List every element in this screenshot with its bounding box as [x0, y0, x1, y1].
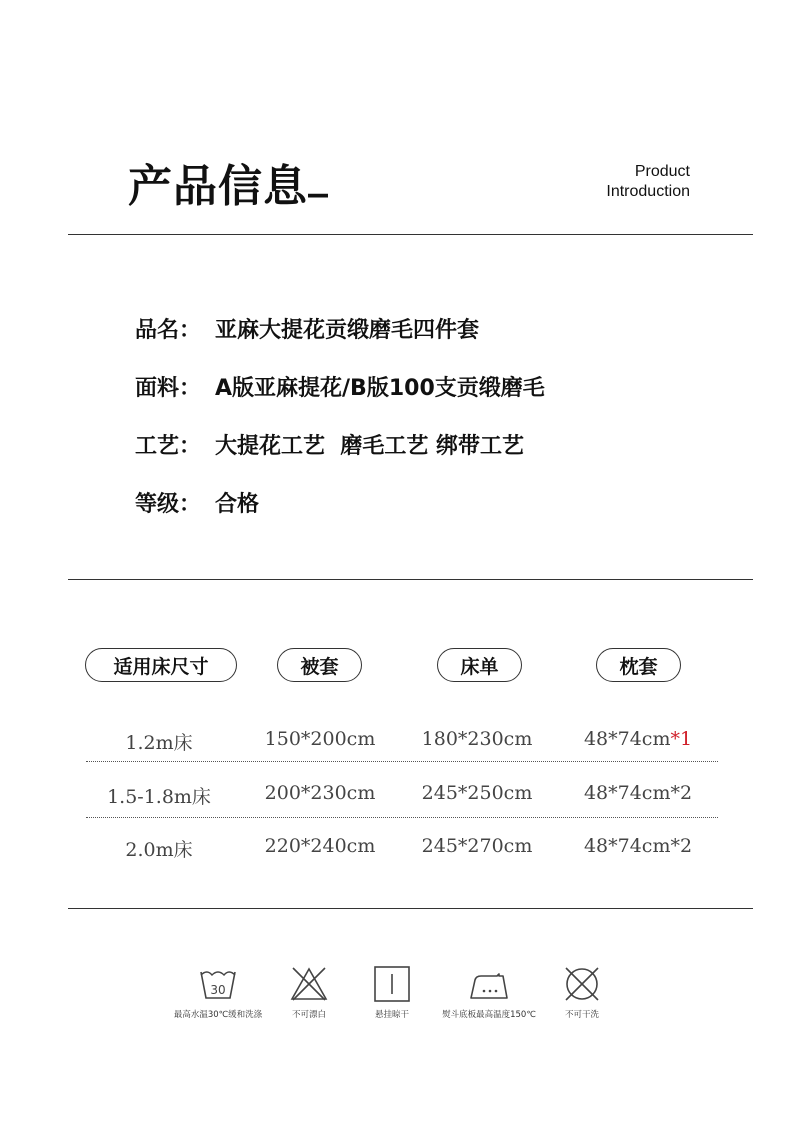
info-label: 等级： — [135, 492, 202, 517]
title-underscore: _ — [308, 152, 328, 198]
care-item-wash — [168, 966, 268, 1020]
care-item-dryclean — [532, 966, 632, 1020]
cell-duvet: 220*240cm — [264, 835, 376, 857]
info-label: 品名： — [135, 318, 202, 343]
info-row-craft — [135, 429, 524, 460]
no-dry-clean-icon — [562, 966, 602, 1002]
line-dry-icon — [372, 966, 412, 1002]
info-value: 合格 — [215, 492, 260, 517]
pillow-qty: *2 — [670, 782, 693, 804]
page-title: 产品信息 — [128, 161, 308, 212]
header-sheet: 床单 — [437, 648, 522, 682]
cell-bed: 1.2m床 — [125, 732, 193, 754]
cell-pillow — [584, 728, 692, 750]
info-value: A版亚麻提花/B版100支贡缎磨毛 — [215, 376, 545, 401]
info-row-name — [135, 313, 479, 344]
row-separator — [86, 761, 718, 762]
pillow-qty-highlight: *1 — [670, 728, 693, 750]
care-label: 最高水温30℃缓和洗涤 — [173, 1010, 263, 1020]
info-row-fabric — [135, 371, 545, 402]
info-value: 大提花工艺 磨毛工艺 绑带工艺 — [215, 434, 524, 459]
info-value: 亚麻大提花贡缎磨毛四件套 — [215, 318, 480, 343]
subtitle-line-1: Product — [634, 163, 690, 180]
pillow-size: 48*74cm — [583, 782, 671, 804]
cell-pillow — [584, 782, 692, 804]
pillow-size: 48*74cm — [583, 728, 671, 750]
care-label: 不可漂白 — [291, 1010, 326, 1020]
divider-top — [68, 234, 753, 235]
wash-temp-text: 30 — [210, 983, 226, 997]
iron-icon — [469, 966, 509, 1002]
cell-duvet: 150*200cm — [264, 728, 376, 750]
row-separator — [86, 817, 718, 818]
subtitle-line-2: Introduction — [606, 183, 690, 200]
info-row-grade — [135, 487, 259, 518]
cell-sheet: 180*230cm — [421, 728, 533, 750]
divider-bottom — [68, 908, 753, 909]
info-label: 面料： — [135, 376, 202, 401]
header-duvet: 被套 — [277, 648, 362, 682]
page-subtitle — [606, 162, 690, 202]
cell-pillow — [584, 835, 692, 857]
cell-bed: 2.0m床 — [125, 839, 193, 861]
cell-duvet: 200*230cm — [264, 782, 376, 804]
header-bed-size: 适用床尺寸 — [85, 648, 237, 682]
divider-middle — [68, 579, 753, 580]
care-item-dry — [342, 966, 442, 1020]
cell-sheet: 245*270cm — [421, 835, 533, 857]
care-label: 不可干洗 — [564, 1010, 599, 1020]
care-label: 熨斗底板最高温度150℃ — [442, 1010, 536, 1020]
pillow-qty: *2 — [670, 835, 693, 857]
care-label: 悬挂晾干 — [374, 1010, 409, 1020]
cell-sheet: 245*250cm — [421, 782, 533, 804]
care-item-iron — [439, 966, 539, 1020]
wash-30-icon — [198, 966, 238, 1002]
header-pillow: 枕套 — [596, 648, 681, 682]
info-label: 工艺： — [135, 434, 202, 459]
cell-bed: 1.5-1.8m床 — [107, 786, 211, 808]
pillow-size: 48*74cm — [583, 835, 671, 857]
no-bleach-icon — [289, 966, 329, 1002]
